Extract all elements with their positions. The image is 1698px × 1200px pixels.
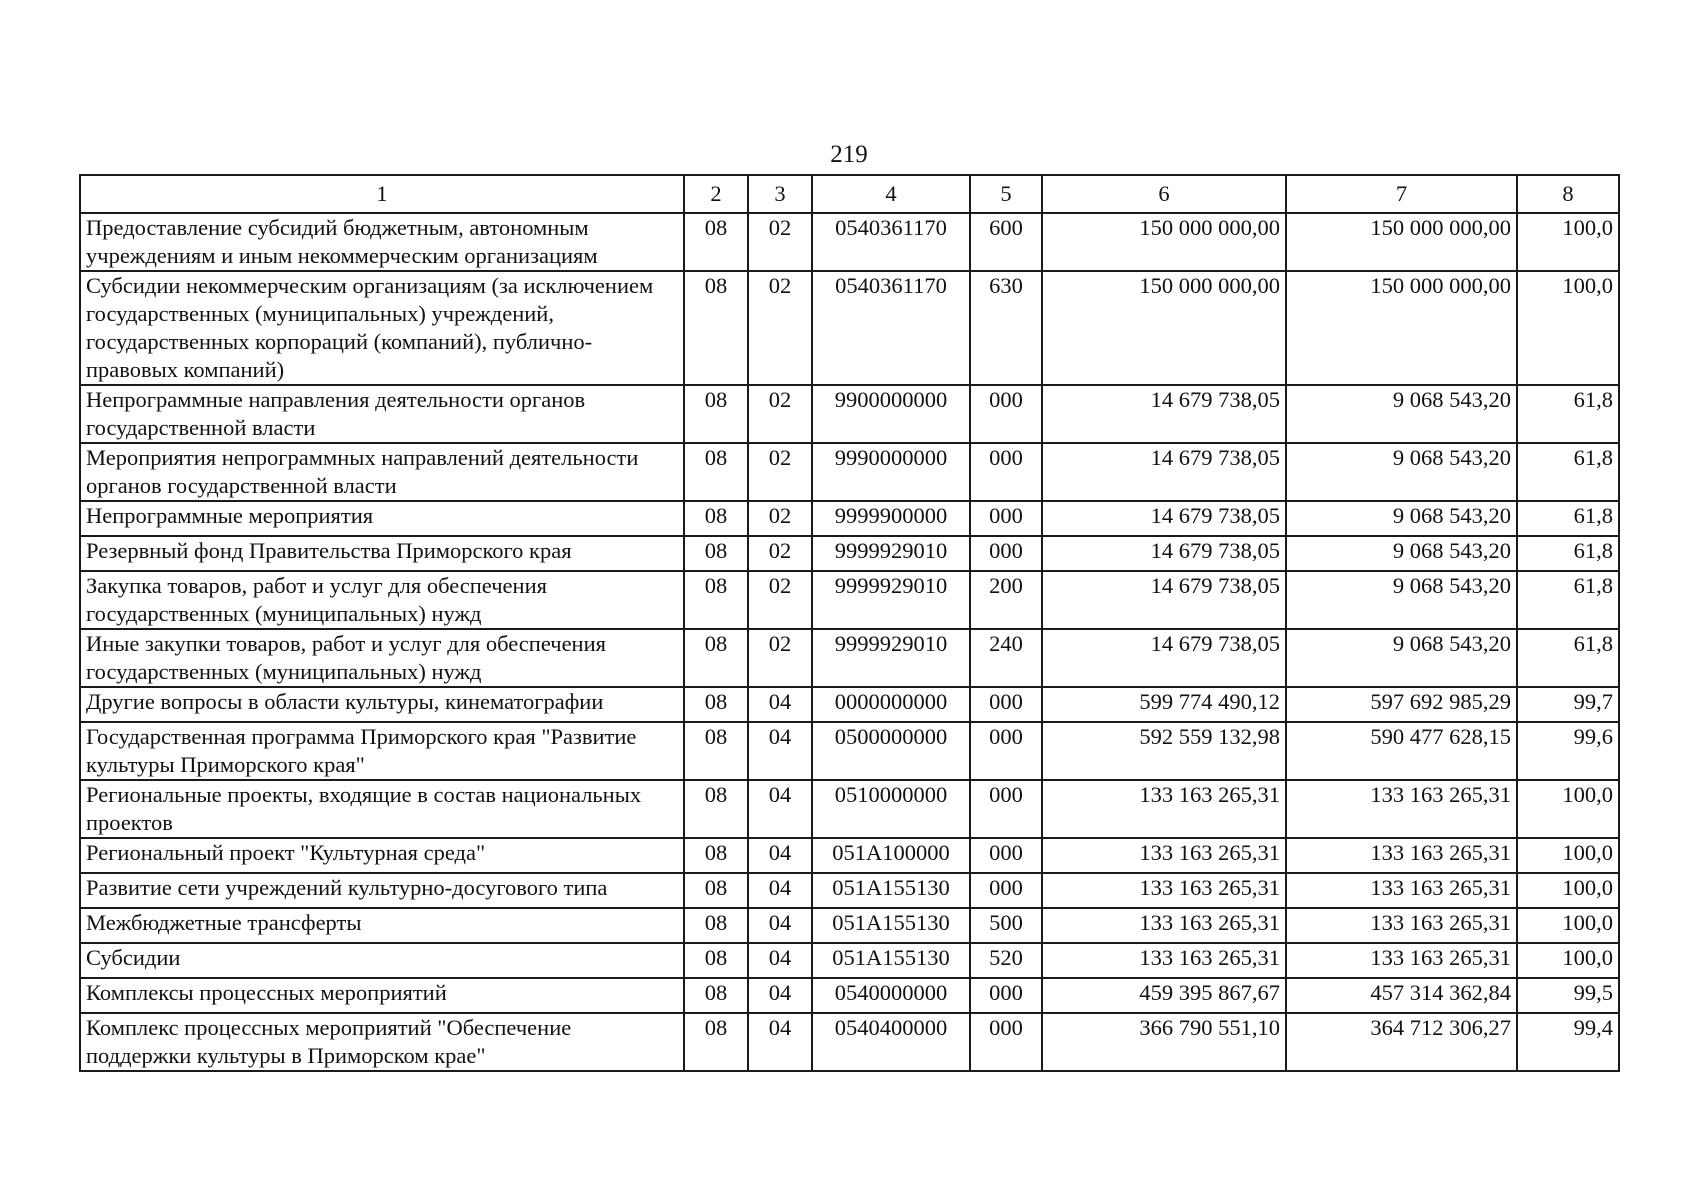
table-row (80, 385, 1619, 443)
section-code: 08 (684, 571, 748, 629)
table-row (80, 1013, 1619, 1071)
section-code: 08 (684, 838, 748, 873)
execution-percent: 61,8 (1517, 571, 1619, 629)
planned-amount: 133 163 265,31 (1042, 780, 1286, 838)
row-name: Субсидии некоммерческим организациям (за исключением государственных (муниципальных) учреждений, государственных корпораций (компаний), публично-правовых компаний) (80, 271, 684, 385)
table-body (80, 213, 1619, 1071)
target-article-code: 9990000000 (812, 443, 970, 501)
planned-amount: 14 679 738,05 (1042, 536, 1286, 571)
expense-type-code: 000 (970, 873, 1042, 908)
executed-amount: 9 068 543,20 (1286, 443, 1517, 501)
table-row (80, 838, 1619, 873)
subsection-code: 02 (748, 501, 812, 536)
executed-amount: 133 163 265,31 (1286, 943, 1517, 978)
expense-type-code: 000 (970, 722, 1042, 780)
execution-percent: 61,8 (1517, 501, 1619, 536)
row-name: Государственная программа Приморского края "Развитие культуры Приморского края" (80, 722, 684, 780)
column-header-5: 5 (970, 175, 1042, 213)
row-name: Развитие сети учреждений культурно-досугового типа (80, 873, 684, 908)
subsection-code: 02 (748, 443, 812, 501)
target-article-code: 9999929010 (812, 571, 970, 629)
section-code: 08 (684, 943, 748, 978)
expense-type-code: 000 (970, 838, 1042, 873)
section-code: 08 (684, 629, 748, 687)
target-article-code: 9999929010 (812, 536, 970, 571)
expense-type-code: 500 (970, 908, 1042, 943)
subsection-code: 04 (748, 687, 812, 722)
expense-type-code: 520 (970, 943, 1042, 978)
subsection-code: 04 (748, 780, 812, 838)
executed-amount: 597 692 985,29 (1286, 687, 1517, 722)
table-row (80, 271, 1619, 385)
executed-amount: 9 068 543,20 (1286, 536, 1517, 571)
executed-amount: 133 163 265,31 (1286, 908, 1517, 943)
subsection-code: 02 (748, 536, 812, 571)
table-row (80, 722, 1619, 780)
executed-amount: 150 000 000,00 (1286, 271, 1517, 385)
executed-amount: 9 068 543,20 (1286, 501, 1517, 536)
section-code: 08 (684, 873, 748, 908)
section-code: 08 (684, 443, 748, 501)
row-name: Непрограммные направления деятельности органов государственной власти (80, 385, 684, 443)
expense-type-code: 000 (970, 687, 1042, 722)
table-row (80, 873, 1619, 908)
row-name: Комплекс процессных мероприятий "Обеспечение поддержки культуры в Приморском крае" (80, 1013, 684, 1071)
planned-amount: 599 774 490,12 (1042, 687, 1286, 722)
planned-amount: 14 679 738,05 (1042, 443, 1286, 501)
table-header-row (80, 175, 1619, 213)
subsection-code: 04 (748, 722, 812, 780)
target-article-code: 051А155130 (812, 943, 970, 978)
row-name: Региональные проекты, входящие в состав национальных проектов (80, 780, 684, 838)
subsection-code: 04 (748, 908, 812, 943)
planned-amount: 14 679 738,05 (1042, 385, 1286, 443)
column-header-3: 3 (748, 175, 812, 213)
column-header-4: 4 (812, 175, 970, 213)
planned-amount: 133 163 265,31 (1042, 943, 1286, 978)
expense-type-code: 200 (970, 571, 1042, 629)
section-code: 08 (684, 722, 748, 780)
executed-amount: 133 163 265,31 (1286, 873, 1517, 908)
page-number: 219 (830, 141, 868, 168)
planned-amount: 459 395 867,67 (1042, 978, 1286, 1013)
target-article-code: 0540361170 (812, 213, 970, 271)
row-name: Комплексы процессных мероприятий (80, 978, 684, 1013)
executed-amount: 457 314 362,84 (1286, 978, 1517, 1013)
section-code: 08 (684, 385, 748, 443)
section-code: 08 (684, 780, 748, 838)
planned-amount: 133 163 265,31 (1042, 838, 1286, 873)
table-row (80, 501, 1619, 536)
executed-amount: 9 068 543,20 (1286, 385, 1517, 443)
section-code: 08 (684, 501, 748, 536)
table-row (80, 629, 1619, 687)
budget-table (79, 174, 1620, 1072)
subsection-code: 02 (748, 213, 812, 271)
row-name: Резервный фонд Правительства Приморского края (80, 536, 684, 571)
target-article-code: 9999929010 (812, 629, 970, 687)
execution-percent: 100,0 (1517, 780, 1619, 838)
executed-amount: 150 000 000,00 (1286, 213, 1517, 271)
target-article-code: 051А155130 (812, 873, 970, 908)
planned-amount: 133 163 265,31 (1042, 873, 1286, 908)
table-row (80, 943, 1619, 978)
target-article-code: 0000000000 (812, 687, 970, 722)
expense-type-code: 630 (970, 271, 1042, 385)
execution-percent: 100,0 (1517, 213, 1619, 271)
subsection-code: 02 (748, 629, 812, 687)
execution-percent: 61,8 (1517, 385, 1619, 443)
target-article-code: 051А155130 (812, 908, 970, 943)
expense-type-code: 000 (970, 780, 1042, 838)
executed-amount: 9 068 543,20 (1286, 571, 1517, 629)
subsection-code: 04 (748, 838, 812, 873)
expense-type-code: 000 (970, 501, 1042, 536)
execution-percent: 99,6 (1517, 722, 1619, 780)
execution-percent: 100,0 (1517, 908, 1619, 943)
expense-type-code: 000 (970, 385, 1042, 443)
subsection-code: 04 (748, 873, 812, 908)
column-header-1: 1 (80, 175, 684, 213)
target-article-code: 0510000000 (812, 780, 970, 838)
executed-amount: 364 712 306,27 (1286, 1013, 1517, 1071)
execution-percent: 61,8 (1517, 443, 1619, 501)
table-row (80, 780, 1619, 838)
section-code: 08 (684, 536, 748, 571)
execution-percent: 99,5 (1517, 978, 1619, 1013)
planned-amount: 14 679 738,05 (1042, 571, 1286, 629)
subsection-code: 04 (748, 1013, 812, 1071)
planned-amount: 150 000 000,00 (1042, 213, 1286, 271)
executed-amount: 590 477 628,15 (1286, 722, 1517, 780)
target-article-code: 9999900000 (812, 501, 970, 536)
planned-amount: 133 163 265,31 (1042, 908, 1286, 943)
target-article-code: 0540361170 (812, 271, 970, 385)
table-row (80, 443, 1619, 501)
planned-amount: 14 679 738,05 (1042, 629, 1286, 687)
section-code: 08 (684, 687, 748, 722)
section-code: 08 (684, 978, 748, 1013)
execution-percent: 61,8 (1517, 629, 1619, 687)
column-header-2: 2 (684, 175, 748, 213)
table-row (80, 213, 1619, 271)
table-row (80, 978, 1619, 1013)
column-header-8: 8 (1517, 175, 1619, 213)
subsection-code: 02 (748, 271, 812, 385)
column-header-6: 6 (1042, 175, 1286, 213)
execution-percent: 99,7 (1517, 687, 1619, 722)
target-article-code: 0540000000 (812, 978, 970, 1013)
expense-type-code: 000 (970, 1013, 1042, 1071)
row-name: Иные закупки товаров, работ и услуг для обеспечения государственных (муниципальных) нужд (80, 629, 684, 687)
row-name: Другие вопросы в области культуры, кинематографии (80, 687, 684, 722)
planned-amount: 14 679 738,05 (1042, 501, 1286, 536)
row-name: Субсидии (80, 943, 684, 978)
expense-type-code: 240 (970, 629, 1042, 687)
expense-type-code: 000 (970, 443, 1042, 501)
planned-amount: 150 000 000,00 (1042, 271, 1286, 385)
subsection-code: 02 (748, 571, 812, 629)
row-name: Региональный проект "Культурная среда" (80, 838, 684, 873)
table-row (80, 687, 1619, 722)
section-code: 08 (684, 908, 748, 943)
executed-amount: 133 163 265,31 (1286, 780, 1517, 838)
row-name: Закупка товаров, работ и услуг для обеспечения государственных (муниципальных) нужд (80, 571, 684, 629)
section-code: 08 (684, 1013, 748, 1071)
planned-amount: 592 559 132,98 (1042, 722, 1286, 780)
subsection-code: 02 (748, 385, 812, 443)
section-code: 08 (684, 213, 748, 271)
planned-amount: 366 790 551,10 (1042, 1013, 1286, 1071)
target-article-code: 051А100000 (812, 838, 970, 873)
execution-percent: 61,8 (1517, 536, 1619, 571)
table-row (80, 908, 1619, 943)
expense-type-code: 000 (970, 978, 1042, 1013)
row-name: Межбюджетные трансферты (80, 908, 684, 943)
expense-type-code: 000 (970, 536, 1042, 571)
executed-amount: 9 068 543,20 (1286, 629, 1517, 687)
execution-percent: 100,0 (1517, 838, 1619, 873)
row-name: Предоставление субсидий бюджетным, автономным учреждениям и иным некоммерческим организациям (80, 213, 684, 271)
execution-percent: 100,0 (1517, 943, 1619, 978)
expense-type-code: 600 (970, 213, 1042, 271)
row-name: Непрограммные мероприятия (80, 501, 684, 536)
table-row (80, 571, 1619, 629)
table-row (80, 536, 1619, 571)
executed-amount: 133 163 265,31 (1286, 838, 1517, 873)
subsection-code: 04 (748, 978, 812, 1013)
row-name: Мероприятия непрограммных направлений деятельности органов государственной власти (80, 443, 684, 501)
execution-percent: 100,0 (1517, 271, 1619, 385)
target-article-code: 0540400000 (812, 1013, 970, 1071)
section-code: 08 (684, 271, 748, 385)
column-header-7: 7 (1286, 175, 1517, 213)
execution-percent: 99,4 (1517, 1013, 1619, 1071)
subsection-code: 04 (748, 943, 812, 978)
target-article-code: 0500000000 (812, 722, 970, 780)
execution-percent: 100,0 (1517, 873, 1619, 908)
target-article-code: 9900000000 (812, 385, 970, 443)
